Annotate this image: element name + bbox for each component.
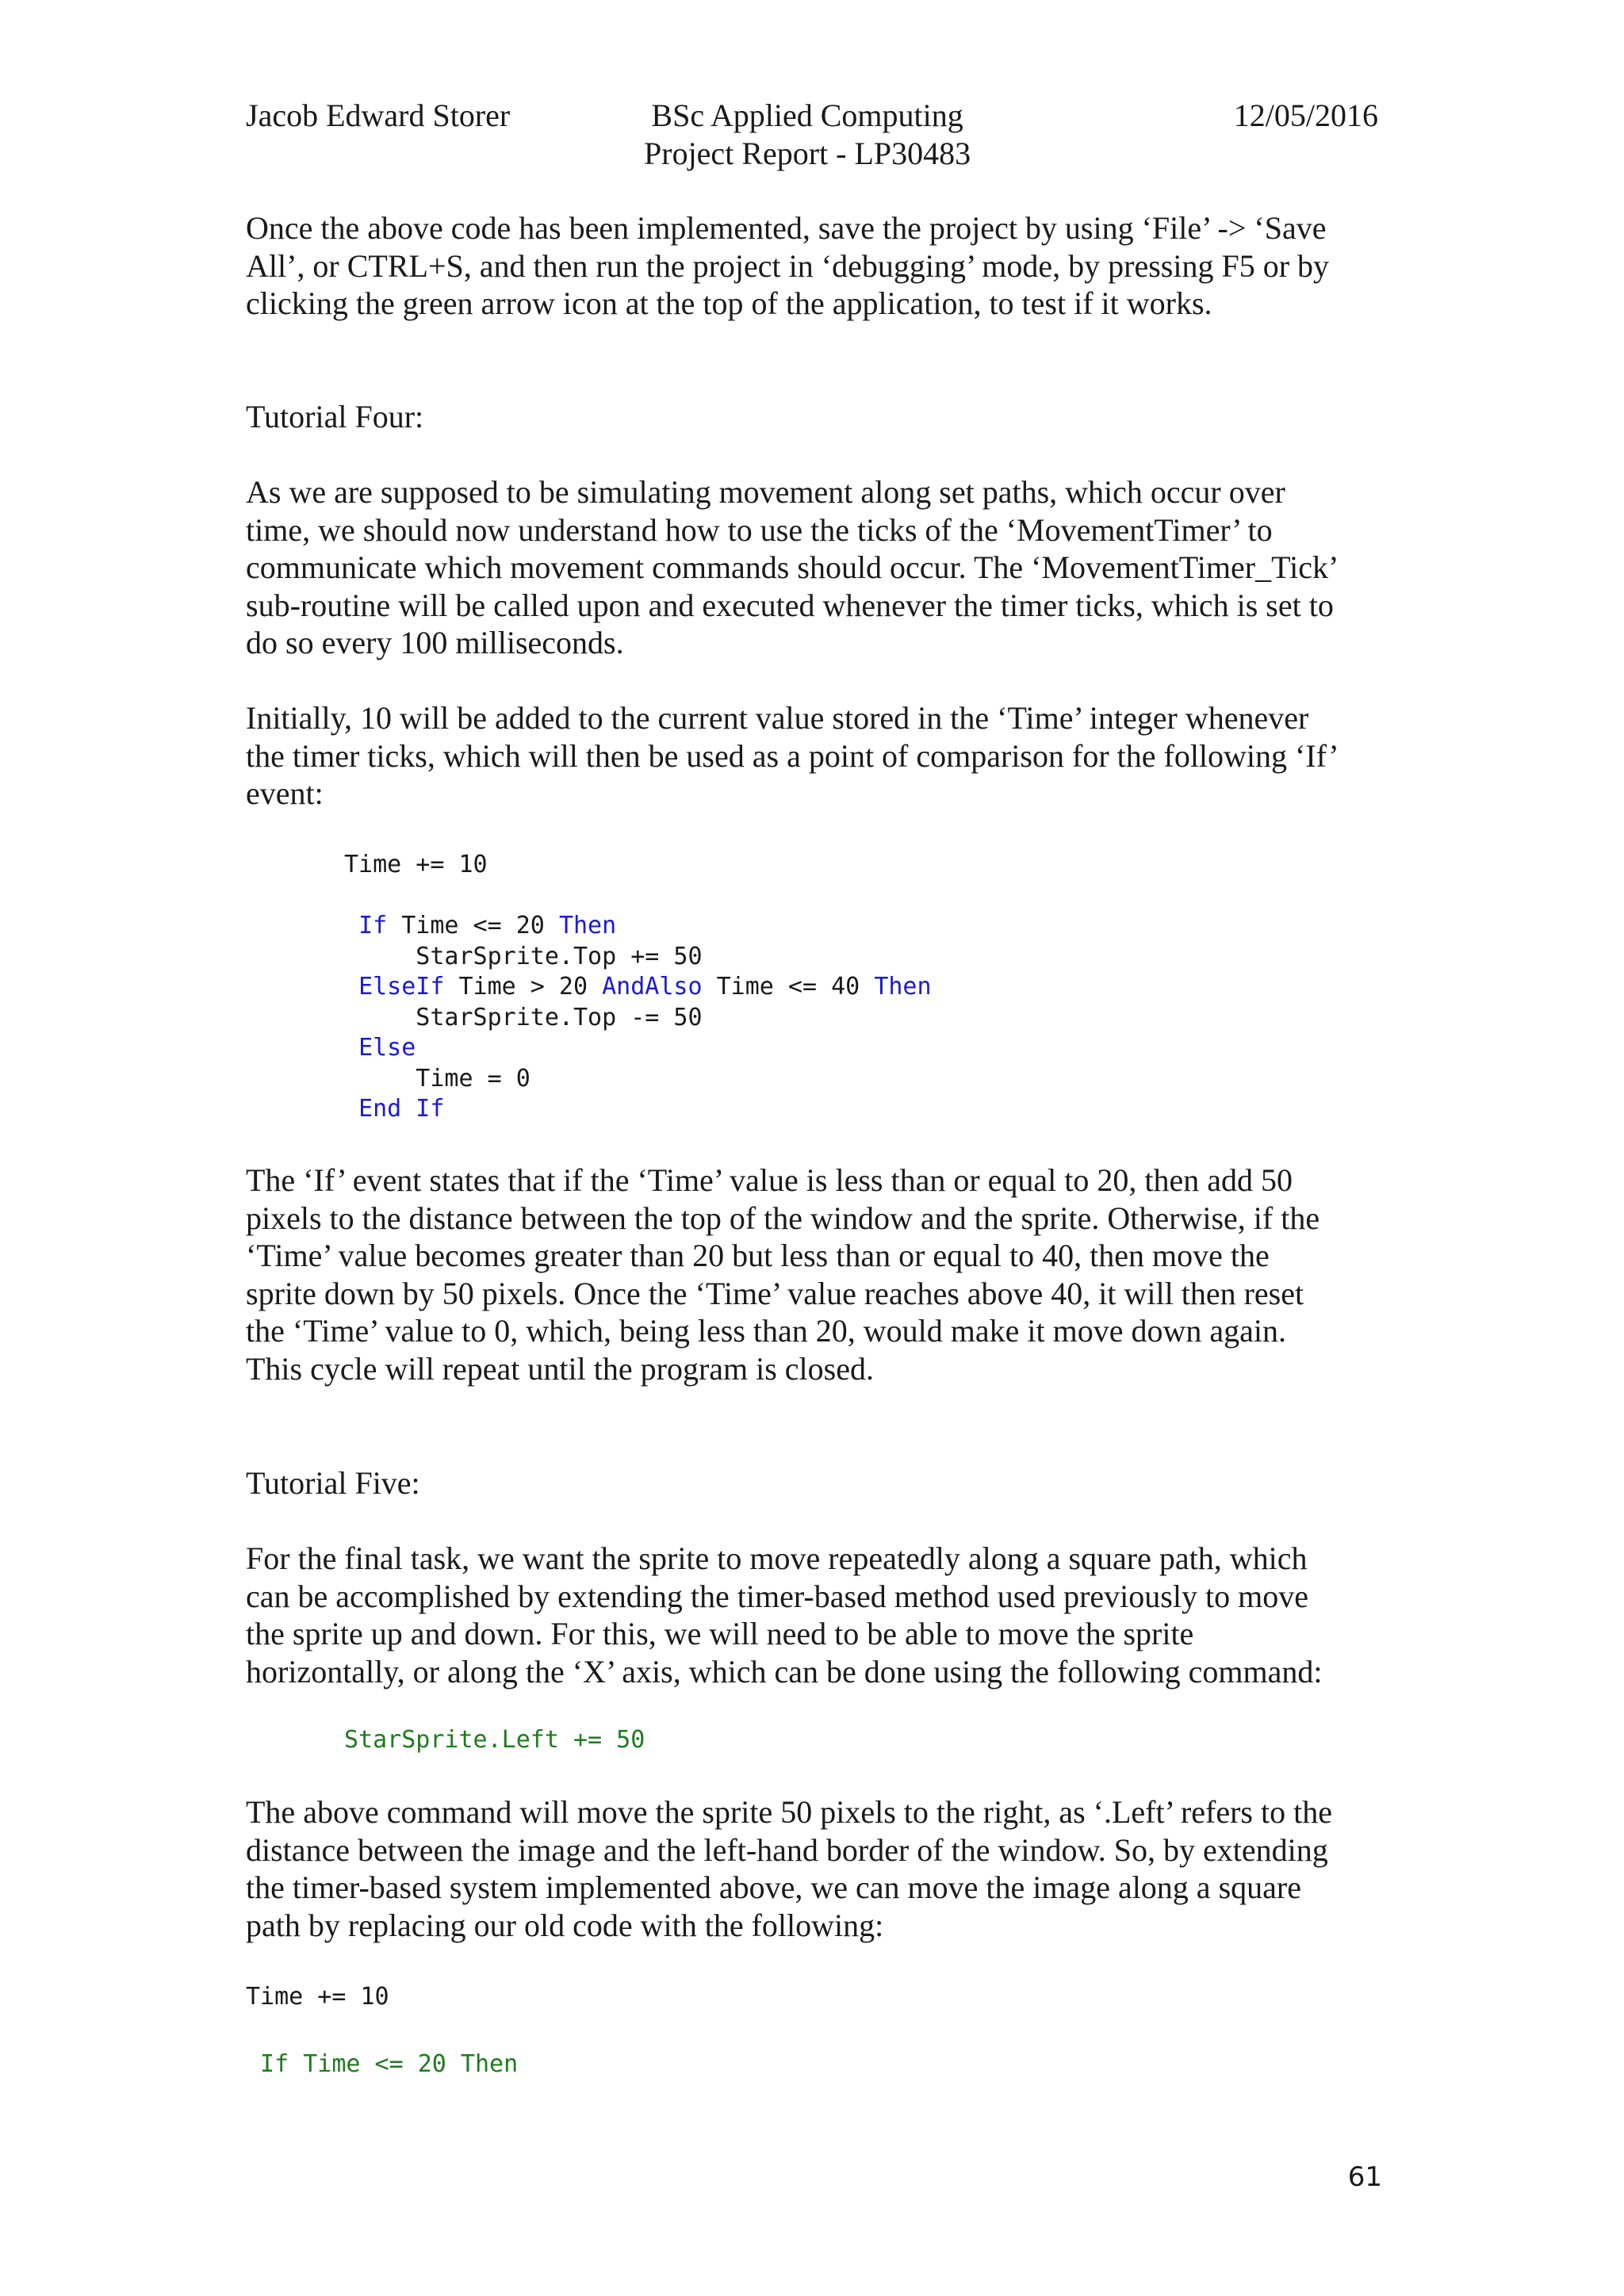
text-line: clicking the green arrow icon at the top of the application, to test if it works.	[246, 285, 1212, 321]
code-block-time-increment-2: Time += 10	[246, 1983, 389, 2011]
tutorial-five-paragraph-2	[246, 1793, 1388, 1944]
code-line	[344, 911, 932, 942]
tutorial-five-paragraph-1	[246, 1540, 1388, 1690]
code-line	[344, 1064, 932, 1095]
code-line	[344, 1003, 932, 1034]
text-line: The ‘If’ event states that if the ‘Time’ value is less than or equal to 20, then add 50	[246, 1162, 1293, 1198]
text-line: sub-routine will be called upon and executed whenever the timer ticks, which is set to	[246, 587, 1334, 623]
code-keyword: Then	[874, 973, 932, 1001]
text-line: time, we should now understand how to use the ticks of the ‘MovementTimer’ to	[246, 511, 1273, 548]
tutorial-four-paragraph-3	[246, 1161, 1388, 1387]
code-text: StarSprite.Top += 50	[358, 942, 703, 970]
intro-paragraph	[246, 209, 1388, 323]
text-line: Once the above code has been implemented, save the project by using ‘File’ -> ‘Save	[246, 210, 1327, 246]
text-line: the timer ticks, which will then be used as a point of comparison for the following ‘If’	[246, 737, 1339, 774]
text-line: can be accomplished by extending the timer-based method used previously to move	[246, 1578, 1308, 1614]
tutorial-four-paragraph-1	[246, 473, 1388, 662]
text-line: path by replacing our old code with the following:	[246, 1907, 884, 1943]
code-line	[344, 942, 932, 973]
code-keyword: ElseIf	[358, 973, 445, 1001]
code-block-move-left: StarSprite.Left += 50	[344, 1726, 645, 1754]
text-line: communicate which movement commands should occur. The ‘MovementTimer_Tick’	[246, 549, 1339, 585]
header-date: 12/05/2016	[1233, 98, 1378, 133]
text-line: ‘Time’ value becomes greater than 20 but less than or equal to 40, then move the	[246, 1238, 1270, 1273]
header-course	[644, 97, 971, 173]
text-line: This cycle will repeat until the program is closed.	[246, 1350, 874, 1387]
text-line: horizontally, or along the ‘X’ axis, which can be done using the following command:	[246, 1653, 1323, 1689]
header-author: Jacob Edward Storer	[246, 98, 511, 133]
header-course-report: Project Report - LP30483	[644, 136, 971, 171]
code-line	[344, 1033, 932, 1064]
header-course-title: BSc Applied Computing	[651, 98, 963, 133]
code-text: Time > 20	[444, 973, 603, 1001]
text-line: All’, or CTRL+S, and then run the project in ‘debugging’ mode, by pressing F5 or by	[246, 247, 1330, 284]
code-block-if-statement	[344, 911, 932, 1125]
text-line: The above command will move the sprite 50 pixels to the right, as ‘.Left’ refers to the	[246, 1794, 1332, 1830]
code-line	[344, 972, 932, 1003]
code-keyword: AndAlso	[602, 973, 703, 1001]
text-line: the sprite up and down. For this, we will need to be able to move the sprite	[246, 1616, 1194, 1651]
text-line: pixels to the distance between the top of the window and the sprite. Otherwise, if the	[246, 1200, 1320, 1236]
text-line: do so every 100 milliseconds.	[246, 625, 624, 660]
code-text: Time <= 20	[387, 912, 559, 939]
code-text: Time <= 40	[702, 973, 875, 1001]
tutorial-five-heading: Tutorial Five:	[246, 1465, 420, 1501]
tutorial-four-heading: Tutorial Four:	[246, 399, 424, 434]
code-text: StarSprite.Top -= 50	[358, 1003, 703, 1031]
page-number: 61	[1347, 2161, 1382, 2193]
text-line: sprite down by 50 pixels. Once the ‘Time’ value reaches above 40, it will then reset	[246, 1275, 1304, 1311]
code-keyword: Else	[358, 1034, 416, 1062]
text-line: the ‘Time’ value to 0, which, being less than 20, would make it move down again.	[246, 1313, 1286, 1349]
code-keyword: End If	[358, 1095, 445, 1123]
text-line: distance between the image and the left-hand border of the window. So, by extending	[246, 1831, 1328, 1868]
text-line: event:	[246, 775, 324, 811]
code-block-time-increment: Time += 10	[344, 851, 488, 878]
code-text: Time = 0	[358, 1064, 530, 1093]
code-block-if-start: If Time <= 20 Then	[246, 2050, 519, 2078]
text-line: For the final task, we want the sprite to move repeatedly along a square path, which	[246, 1540, 1308, 1576]
text-line: As we are supposed to be simulating movement along set paths, which occur over	[246, 474, 1285, 510]
code-keyword: Then	[558, 912, 617, 939]
tutorial-four-paragraph-2	[246, 699, 1388, 813]
code-keyword: If	[358, 912, 388, 939]
text-line: Initially, 10 will be added to the current value stored in the ‘Time’ integer whenever	[246, 700, 1309, 736]
text-line: the timer-based system implemented above, we can move the image along a square	[246, 1869, 1301, 1905]
code-line	[344, 1094, 932, 1125]
